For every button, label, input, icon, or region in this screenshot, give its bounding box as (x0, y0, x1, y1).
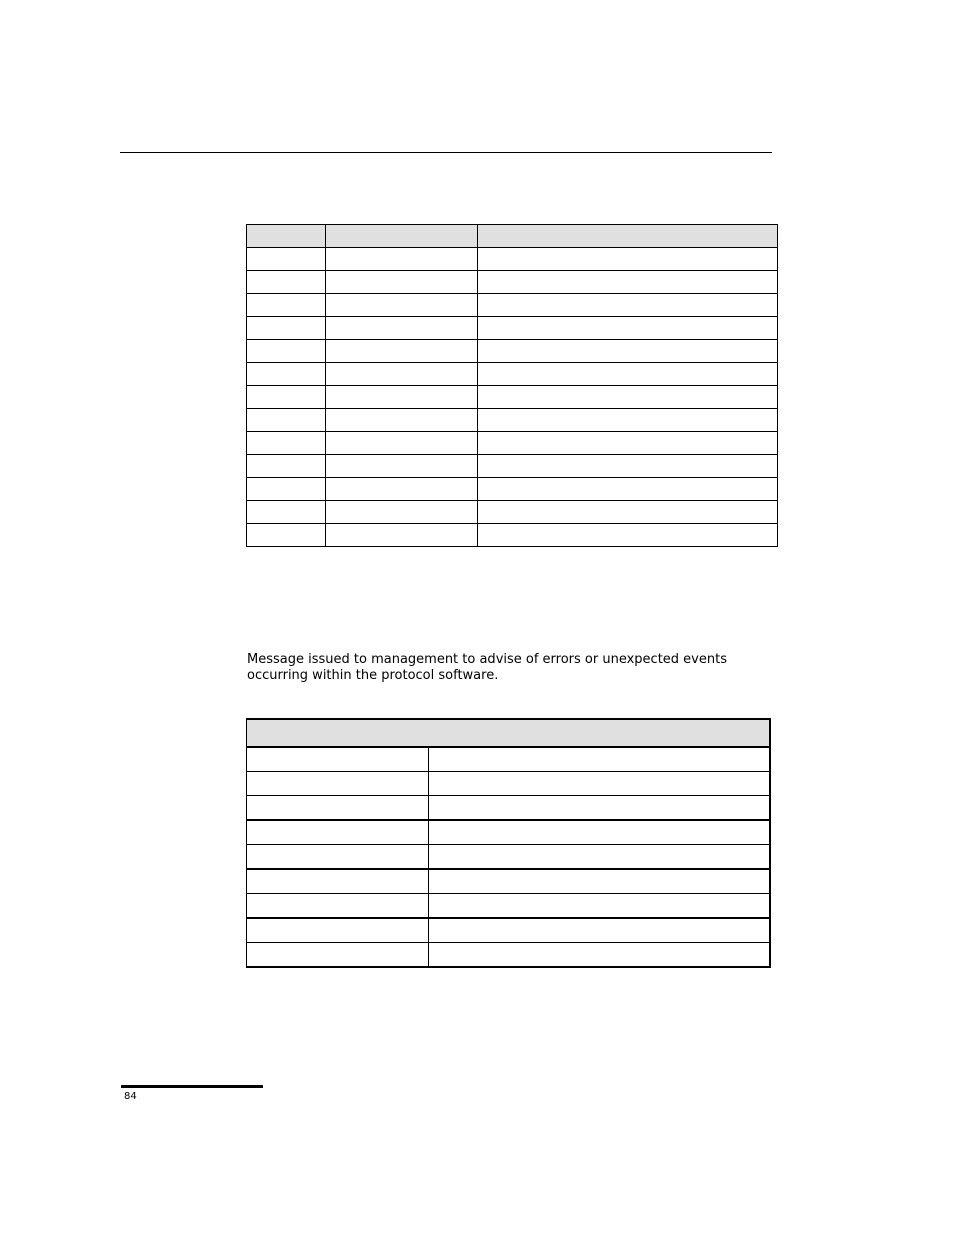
table-cell (326, 363, 478, 386)
table-row (247, 248, 778, 271)
table-cell (247, 409, 326, 432)
table-cell (326, 478, 478, 501)
table-cell (326, 317, 478, 340)
table-row (247, 455, 778, 478)
table-cell (326, 248, 478, 271)
table-cell (429, 918, 770, 943)
table-cell (478, 271, 778, 294)
table-row (247, 317, 778, 340)
table-cell (478, 363, 778, 386)
table-cell (478, 455, 778, 478)
table-cell (247, 943, 429, 968)
table-cell (429, 943, 770, 968)
table-row (247, 432, 778, 455)
table-row (247, 869, 770, 894)
table-cell (478, 501, 778, 524)
table-cell (326, 455, 478, 478)
table-cell (478, 409, 778, 432)
table-cell (247, 340, 326, 363)
page-number: 84 (124, 1091, 137, 1102)
table-cell (247, 501, 326, 524)
table-cell (247, 918, 429, 943)
table-cell (247, 845, 429, 870)
table-row (247, 294, 778, 317)
table-cell (478, 524, 778, 547)
table-1 (246, 224, 778, 547)
table-cell (326, 294, 478, 317)
table-cell (326, 524, 478, 547)
table-cell (247, 317, 326, 340)
table-cell (247, 524, 326, 547)
table-cell (247, 894, 429, 919)
table-cell (326, 432, 478, 455)
table-row (247, 845, 770, 870)
table-row (247, 271, 778, 294)
table-row (247, 747, 770, 772)
table-2 (246, 718, 771, 968)
table-cell (478, 386, 778, 409)
table-cell (326, 271, 478, 294)
table-row (247, 340, 778, 363)
table-cell (247, 478, 326, 501)
description-paragraph: Message issued to management to advise of errors or unexpected events occurring within the protocol software. (247, 652, 727, 683)
table-cell (478, 478, 778, 501)
table-2-header-row (247, 719, 770, 747)
table-cell (478, 340, 778, 363)
table-cell (247, 248, 326, 271)
table-1-header-cell (478, 225, 778, 248)
table-cell (247, 820, 429, 845)
table-cell (478, 294, 778, 317)
table-cell (247, 869, 429, 894)
table-cell (326, 386, 478, 409)
table-cell (478, 317, 778, 340)
table-row (247, 409, 778, 432)
table-cell (247, 747, 429, 772)
table-cell (478, 248, 778, 271)
table-cell (429, 820, 770, 845)
table-cell (247, 796, 429, 821)
table-cell (247, 432, 326, 455)
table-row (247, 478, 778, 501)
footer-rule (121, 1085, 263, 1088)
table-row (247, 772, 770, 796)
table-cell (247, 455, 326, 478)
table-cell (326, 409, 478, 432)
table-cell (429, 869, 770, 894)
table-cell (247, 386, 326, 409)
table-row (247, 386, 778, 409)
table-1-header-row (247, 225, 778, 248)
table-row (247, 796, 770, 821)
table-2-header-cell (247, 719, 770, 747)
table-row (247, 363, 778, 386)
table-cell (429, 845, 770, 870)
table-row (247, 894, 770, 919)
table-cell (429, 747, 770, 772)
header-rule (120, 152, 772, 153)
table-1-header-cell (326, 225, 478, 248)
table-row (247, 820, 770, 845)
table-cell (429, 894, 770, 919)
table-cell (247, 294, 326, 317)
table-row (247, 524, 778, 547)
table-cell (429, 796, 770, 821)
table-row (247, 943, 770, 968)
table-cell (247, 363, 326, 386)
table-row (247, 918, 770, 943)
table-1-header-cell (247, 225, 326, 248)
table-cell (326, 340, 478, 363)
table-cell (478, 432, 778, 455)
table-cell (247, 772, 429, 796)
table-cell (429, 772, 770, 796)
table-cell (247, 271, 326, 294)
table-cell (326, 501, 478, 524)
table-row (247, 501, 778, 524)
